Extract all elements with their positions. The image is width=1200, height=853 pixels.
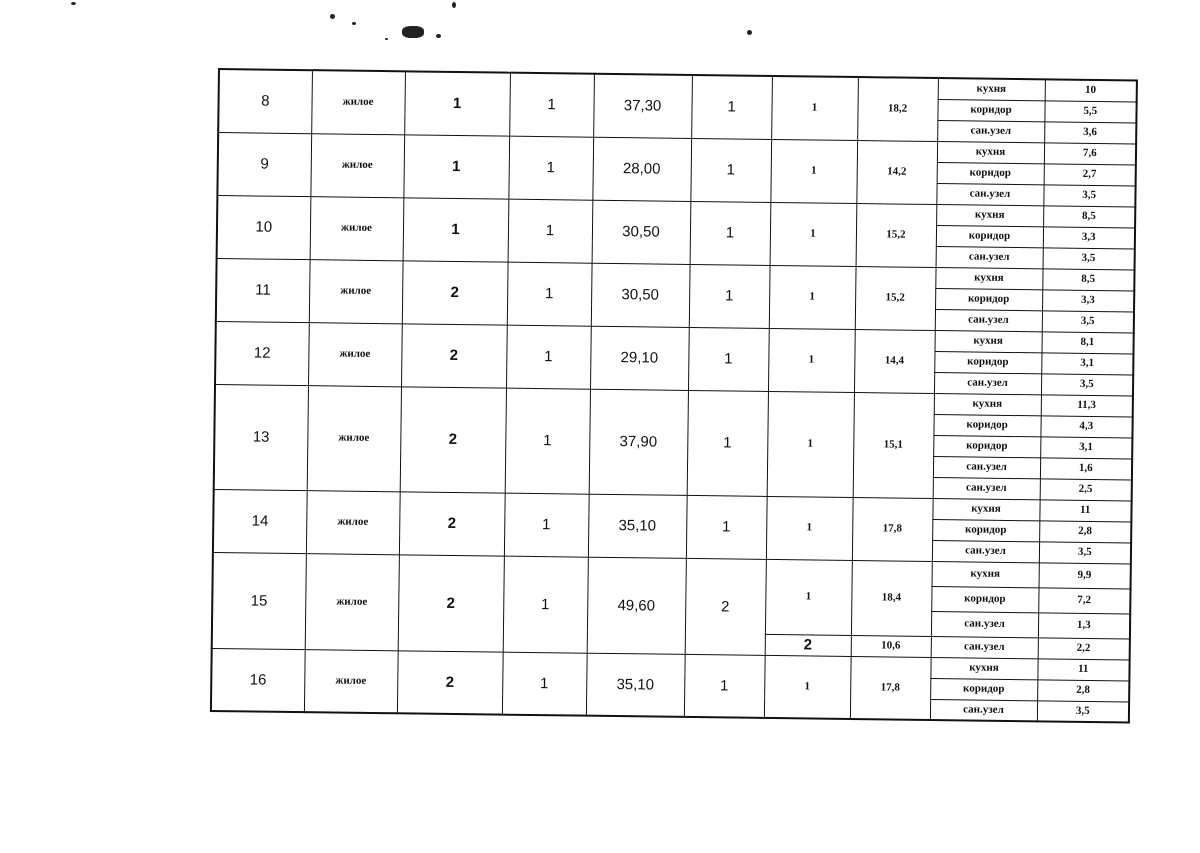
flat-type: жилое bbox=[310, 196, 404, 260]
total-area: 37,30 bbox=[593, 74, 692, 138]
living-room-number: 1 bbox=[764, 655, 851, 719]
aux-room-name: коридор bbox=[933, 414, 1040, 436]
aux-room-name: сан.узел bbox=[936, 183, 1043, 205]
aux-room-name: кухня bbox=[934, 393, 1041, 415]
floor-value: 1 bbox=[509, 73, 594, 137]
aux-room-area: 11,3 bbox=[1041, 394, 1133, 416]
flat-number: 13 bbox=[214, 384, 308, 490]
aux-room-area: 8,5 bbox=[1042, 268, 1134, 290]
aux-room-name: сан.узел bbox=[932, 540, 1039, 562]
living-room-number: 1 bbox=[767, 391, 854, 497]
total-area: 30,50 bbox=[591, 263, 690, 327]
aux-room-area: 2,8 bbox=[1039, 520, 1131, 542]
living-room-area: 15,1 bbox=[853, 392, 934, 498]
living-room-number: 1 bbox=[771, 76, 858, 140]
total-area: 37,90 bbox=[589, 389, 688, 495]
room-count: 1 bbox=[404, 71, 510, 135]
floor-value: 1 bbox=[505, 388, 590, 494]
flat-number: 15 bbox=[212, 552, 306, 649]
floor-value: 1 bbox=[507, 262, 592, 326]
flat-number: 8 bbox=[218, 69, 312, 133]
flat-number: 12 bbox=[215, 321, 309, 385]
living-room-area: 17,8 bbox=[852, 497, 933, 561]
aux-room-name: коридор bbox=[932, 519, 1039, 541]
living-room-area: 14,2 bbox=[856, 140, 937, 204]
aux-room-area: 2,5 bbox=[1040, 478, 1132, 500]
aux-room-area: 7,6 bbox=[1044, 142, 1136, 164]
aux-room-area: 3,6 bbox=[1044, 121, 1136, 143]
aux-room-area: 3,1 bbox=[1041, 352, 1133, 374]
aux-room-area: 8,1 bbox=[1041, 331, 1133, 353]
aux-room-name: коридор bbox=[931, 586, 1038, 612]
living-room-number: 1 bbox=[766, 496, 853, 560]
aux-room-name: коридор bbox=[935, 288, 1042, 310]
flat-type: жилое bbox=[310, 133, 404, 197]
living-room-number: 1 bbox=[765, 559, 852, 635]
total-area: 29,10 bbox=[590, 326, 689, 390]
flat-type: жилое bbox=[304, 649, 398, 713]
living-room-number: 1 bbox=[768, 328, 855, 392]
aux-room-name: сан.узел bbox=[930, 699, 1037, 721]
flats-table-wrapper bbox=[210, 68, 1136, 723]
flat-type: жилое bbox=[305, 553, 399, 650]
aux-room-area: 5,5 bbox=[1044, 100, 1136, 122]
living-room-area: 18,4 bbox=[851, 560, 932, 636]
aux-room-name: коридор bbox=[933, 435, 1040, 457]
flat-type: жилое bbox=[311, 70, 405, 134]
flat-type: жилое bbox=[308, 322, 402, 386]
aux-room-name: сан.узел bbox=[931, 611, 1038, 637]
total-area: 49,60 bbox=[587, 557, 686, 654]
aux-room-area: 4,3 bbox=[1040, 415, 1132, 437]
flat-number: 14 bbox=[213, 489, 307, 553]
living-room-area: 18,2 bbox=[857, 77, 938, 141]
aux-room-area: 10 bbox=[1045, 79, 1137, 101]
flat-number: 10 bbox=[217, 195, 311, 259]
room-count: 2 bbox=[398, 554, 504, 651]
aux-room-area: 3,5 bbox=[1039, 541, 1131, 563]
aux-room-area: 11 bbox=[1039, 499, 1131, 521]
living-room-area: 15,2 bbox=[855, 266, 936, 330]
living-room-count: 1 bbox=[690, 138, 771, 202]
floor-value: 1 bbox=[506, 325, 591, 389]
flat-type: жилое bbox=[309, 259, 403, 323]
living-room-number: 1 bbox=[769, 265, 856, 329]
living-room-area: 17,8 bbox=[850, 656, 931, 720]
room-count: 1 bbox=[403, 134, 509, 198]
aux-room-name: кухня bbox=[930, 657, 1037, 679]
aux-room-area: 1,3 bbox=[1038, 612, 1130, 638]
aux-room-name: сан.узел bbox=[937, 120, 1044, 142]
aux-room-name: кухня bbox=[932, 498, 1039, 520]
room-count: 2 bbox=[402, 260, 508, 324]
aux-room-name: кухня bbox=[935, 267, 1042, 289]
total-area: 28,00 bbox=[592, 137, 691, 201]
total-area: 30,50 bbox=[592, 200, 691, 264]
room-count: 2 bbox=[397, 650, 503, 714]
living-room-area: 15,2 bbox=[856, 203, 937, 267]
aux-room-name: кухня bbox=[937, 141, 1044, 163]
aux-room-name: коридор bbox=[936, 225, 1043, 247]
aux-room-name: кухня bbox=[938, 78, 1045, 100]
living-room-count: 1 bbox=[691, 75, 772, 139]
living-room-number: 1 bbox=[770, 139, 857, 203]
aux-room-name: сан.узел bbox=[933, 477, 1040, 499]
total-area: 35,10 bbox=[586, 653, 685, 717]
flat-number: 9 bbox=[217, 132, 311, 196]
aux-room-name: коридор bbox=[934, 351, 1041, 373]
aux-room-area: 3,3 bbox=[1043, 226, 1135, 248]
aux-room-area: 3,1 bbox=[1040, 436, 1132, 458]
flat-number: 16 bbox=[211, 648, 305, 712]
total-area: 35,10 bbox=[588, 494, 687, 558]
floor-value: 1 bbox=[504, 493, 589, 557]
aux-room-name: коридор bbox=[937, 99, 1044, 121]
living-room-count: 1 bbox=[688, 327, 769, 391]
living-room-count: 1 bbox=[689, 264, 770, 328]
aux-room-name: сан.узел bbox=[935, 309, 1042, 331]
room-count: 1 bbox=[403, 197, 509, 261]
aux-room-name: кухня bbox=[932, 561, 1039, 587]
aux-room-area: 2,8 bbox=[1037, 679, 1129, 701]
living-room-count: 2 bbox=[685, 558, 766, 655]
living-room-count: 1 bbox=[690, 201, 771, 265]
aux-room-area: 3,5 bbox=[1043, 247, 1135, 269]
aux-room-area: 7,2 bbox=[1038, 587, 1130, 613]
aux-room-name: кухня bbox=[935, 330, 1042, 352]
aux-room-name: сан.узел bbox=[934, 372, 1041, 394]
aux-room-area: 3,5 bbox=[1037, 700, 1129, 722]
table-row bbox=[219, 69, 1137, 102]
living-room-number: 2 bbox=[765, 634, 851, 656]
flat-type: жилое bbox=[306, 490, 400, 554]
aux-room-name: коридор bbox=[937, 162, 1044, 184]
flat-number: 11 bbox=[216, 258, 310, 322]
aux-room-name: коридор bbox=[930, 678, 1037, 700]
aux-room-name: сан.узел bbox=[933, 456, 1040, 478]
aux-room-area: 3,5 bbox=[1043, 184, 1135, 206]
floor-value: 1 bbox=[502, 652, 587, 716]
aux-room-area: 8,5 bbox=[1043, 205, 1135, 227]
aux-room-area: 3,5 bbox=[1041, 373, 1133, 395]
aux-room-area: 2,2 bbox=[1038, 637, 1130, 659]
floor-value: 1 bbox=[503, 556, 588, 653]
floor-value: 1 bbox=[508, 199, 593, 263]
living-room-area: 14,4 bbox=[854, 329, 935, 393]
aux-room-area: 1,6 bbox=[1040, 457, 1132, 479]
aux-room-area: 2,7 bbox=[1044, 163, 1136, 185]
room-count: 2 bbox=[401, 323, 507, 387]
room-count: 2 bbox=[400, 386, 506, 492]
living-room-count: 1 bbox=[686, 495, 767, 559]
aux-room-area: 11 bbox=[1037, 658, 1129, 680]
aux-room-area: 9,9 bbox=[1039, 562, 1131, 588]
aux-room-name: сан.узел bbox=[936, 246, 1043, 268]
aux-room-name: кухня bbox=[936, 204, 1043, 226]
flats-table bbox=[210, 68, 1138, 724]
living-room-count: 1 bbox=[687, 390, 768, 496]
aux-room-area: 3,3 bbox=[1042, 289, 1134, 311]
aux-room-area: 3,5 bbox=[1042, 310, 1134, 332]
living-room-number: 1 bbox=[770, 202, 857, 266]
living-room-count: 1 bbox=[684, 654, 765, 718]
room-count: 2 bbox=[399, 491, 505, 555]
floor-value: 1 bbox=[508, 136, 593, 200]
flat-type: жилое bbox=[307, 385, 401, 491]
living-room-area: 10,6 bbox=[851, 635, 931, 657]
aux-room-name: сан.узел bbox=[931, 636, 1038, 658]
